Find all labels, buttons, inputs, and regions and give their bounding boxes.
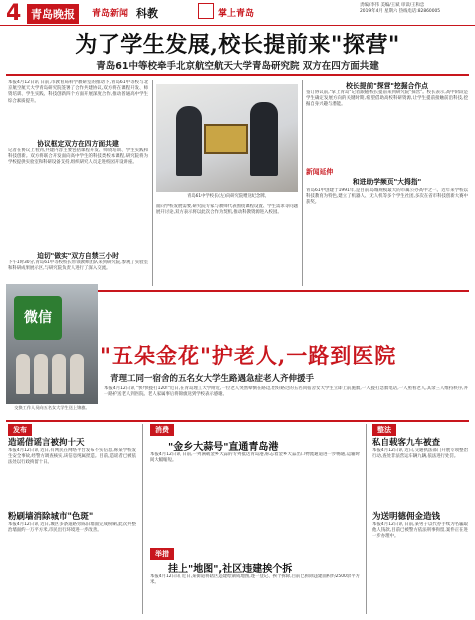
brief-title: 造谣借谣言被拘十天 [8,438,85,448]
feature-headline: "五朵金花"护老人,一路到医院 [100,343,397,368]
lead-body-2: 记者在协议上看到,共建内容主要包括课程开发、师资培训、学生实践和科技创新。双方将联合开发面向高中学生的科技类校本课程,研究院将为学校提供实验室和科研设备支持,组织研究人员走进校园开设讲座。 [8,148,148,166]
photo-caption-1: 青岛61中学校长(左)向研究院赠送纪念牌。 [187,194,269,199]
lead-headline: 为了学生发展,校长提前来"探营" [75,32,400,58]
editor-line: 责编/李伟 美编/王斌 审读/王和忠 [360,3,425,8]
editor-info [360,3,472,15]
column-divider [152,80,153,286]
brief-body: 本报4月12日讯 日前,一列满载金乡大蒜的专列抵达青岛港,标志着金乡大蒜出口物流通道进一步畅通,运输时间大幅缩短。 [150,452,360,464]
brief-tag: 消费 [150,424,174,436]
feature-body: 本报4月12日讯 "快!快拨打120!"近日,在青岛理工大学附近,一位老人突然晕倒在路边,恰好路过的五名同宿舍女大学生立即上前施救,一人拨打急救电话,一人照看老人,其余三人维持秩序,并一路护送老人到医院。老人家属事后将锦旗送到学校表示感谢。 [104,386,468,398]
brief-title: 粉刷墙消除城市"色斑" [8,512,94,522]
student-figure [70,354,84,394]
brief-title: "金乡大蒜号"直通青岛港 [168,442,279,453]
lead-subhead: 青岛61中等校牵手北京航空航天大学青岛研究院 双方在四方面共建 [96,61,379,72]
plaque [204,124,248,154]
lead-subhead-a: 协议框定双方在四方面共建 [37,140,119,148]
student-figure [34,354,48,394]
column-divider [142,424,143,614]
person-left [176,106,202,176]
student-figure [16,354,30,394]
section-name: 科教 [136,7,158,20]
brief-title: 私自载客九车被查 [372,438,441,448]
column-divider [302,80,303,286]
person-right [250,102,278,176]
brief-tag: 整法 [372,424,396,436]
brief-body: 本报4月12日讯 近日,某街道将辖区违建绘制成地图,逐一登记、挨个拆除,目前已拆除违建面积约2500余平方米。 [150,574,360,586]
page-number: 4 [6,1,22,26]
feature-subhead: 青理工同一宿舍的五名女大学生路遇急症老人齐伸援手 [110,374,315,384]
briefs-rule [6,420,469,422]
date-line: 2019年4月 星期六 热线电话:82860005 [360,9,441,14]
brief-title: 为送明德佣金造钱 [372,512,441,522]
brief-title: 挂上"地图",社区违建挨个拆 [168,564,293,575]
photo-caption-2: 交换工作人员向五名女大学生送上锦旗。 [14,405,90,410]
brand-logo: 青岛晚报 [27,4,79,24]
right-body-a: 签订协议前,"掌上青岛"记者跟随校长提前来到研究院"探营"。校长表示,高中阶段是学生确定发展方向的关键时期,希望借助高校科研资源,让学生提前接触前沿科技,挖掘自身兴趣与潜能。 [306,90,468,108]
brief-body: 本报4月12日讯 近日,有网民在网络平台发布不实信息,称某学校发生安全事故,经警方调查核实,该信息纯属捏造。目前,造谣者已被依法处以行政拘留十日。 [8,448,136,466]
student-figure [52,354,66,394]
lead-body-3: 下午1时30分,青岛61中等校校长带领教师团队来到研究院,参观了实验室和科研成果展示区,与研究院负责人进行了深入交流。 [8,260,148,272]
column-divider [366,424,367,614]
lead-body-1: 本报4月12日讯 日前,市教育局科学教研室的推动下,青岛61中等校与北京航空航天大学青岛研究院签署了合作共建协议,双方将在课程开发、师资培训、学生实践、科技创新四个方面开展深度合作,推动普通高中学生综合素质提升。 [8,80,148,104]
section-label: 青岛新闻 [92,9,129,19]
right-subhead-c: 和进助学频页"大拇指" [352,178,422,186]
brief-tag: 举措 [150,548,174,560]
weixin-badge: 微信 [14,296,62,340]
lead-rule [6,74,469,76]
brief-tag: 发布 [8,424,32,436]
qr-label: 掌上青岛 [218,9,255,19]
right-subhead-a: 校长提前"探营"挖掘合作点 [346,82,428,90]
lead-body-4: 面向学校发展需要,研究院专家与教师代表围绕课程设置、学生需求等问题展开讨论,双方表示将以此次合作为契机,推动科教资源进入校园。 [156,204,298,216]
brief-body: 本报4月12日讯 近日,交通执法部门开展专项整治行动,查处非法营运车辆九辆,依法进行处罚。 [372,448,468,460]
lead-subhead-b: 迫切"做实"双方自禁三小时 [37,252,119,260]
signing-photo [156,84,298,192]
brief-body: 本报4月12日讯 日前,某男子以代办手续为名骗取他人钱款,目前已被警方依法刑事拘留,案件正在进一步办理中。 [372,522,468,540]
brief-body: 本报4月12日讯 近日,城区多条道路旁陈旧墙面完成粉刷,此次共整治墙面约一万平方米,市民出行环境进一步改善。 [8,522,136,534]
right-body-c: 青岛61中创建于1991年,是目前岛城规模最大的市属公办高中之一。近年来学校以科技教育为特色,建立了机器人、无人机等多个学生社团,多次在省市科技创新大赛中获奖。 [306,188,468,206]
qr-code-icon [198,3,214,19]
news-extension-label: 新闻延伸 [306,168,334,176]
